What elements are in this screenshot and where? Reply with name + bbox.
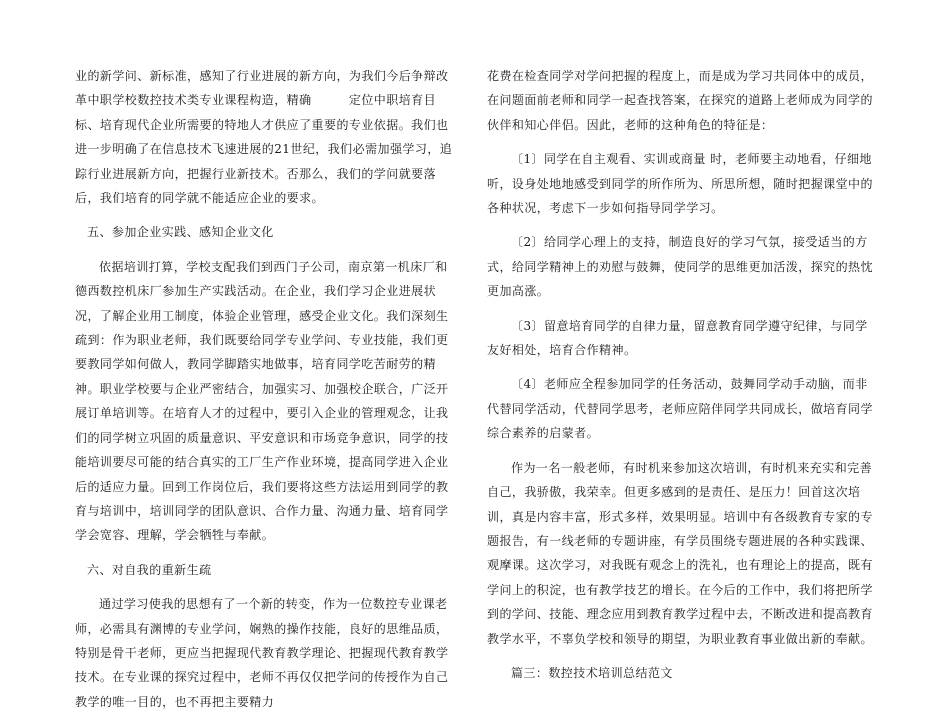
list-item-4: 〔4〕老师应全程参加同学的任务活动，鼓舞同学动手动脑，而非代替同学活动，代替同学思考，老师应陪伴同学共同成长，做培育同学综合素养的启蒙者。	[487, 377, 873, 441]
paragraph-self-reflection: 通过学习使我的思想有了一个新的转变，作为一位数控专业课老师，必需具有渊博的专业学问，娴熟的操作技能，良好的思维品质，特别是骨干老师，更应当把握现代教育教学理论、把握现代教育教学技术。在专业课的探究过程中，老师不再仅仅把学问的传授作为自己教学的唯一目的，也不再把主要精力	[75, 597, 449, 709]
paragraph-enterprise-practice: 依据培训打算，学校支配我们到西门子公司，南京第一机床厂和德西数控机床厂参加生产实践活动。在企业，我们学习企业进展状况，了解企业用工制度，体验企业管理，感受企业文化。我们深刻生疏到：作为职业老师，我们既要给同学专业学问、专业技能，我们更要教同学如何做人，教同学脚踏实地做事，培育同学吃苦耐劳的精神。职业学校要与企业严密结合，加强实习、加强校企联合，广泛开展订单培训等。在培育人才的过程中，要引入企业的管理观念，让我们的同学树立巩固的质量意识、平安意识和市场竞争意识，同学的技能培训要尽可能的结合真实的工厂生产作业环境，提高同学进入企业后的适应力量。回到工作岗位后，我们要将这些方法运用到同学的教育与培训中，培训同学的团队意识、合作力量、沟通力量、培育同学学会宽容、理解，学会牺牲与奉献。	[75, 259, 449, 543]
paragraph-teacher-role: 花费在检查同学对学问把握的程度上，而是成为学习共同体中的成员，在问题面前老师和同学一起查找答案，在探究的道路上老师成为同学的伙伴和知心伴侣。因此，老师的这种角色的特征是：	[487, 69, 873, 132]
next-article-heading: 篇三：数控技术培训总结范文	[511, 665, 673, 680]
paragraph-training-summary: 作为一名一般老师，有时机来参加这次培训，有时机来充实和完善自己，我骄傲，我荣幸。但更多感到的是责任、是压力！回首这次培训，真是内容丰富，形式多样，效果明显。培训中有各级教育专家的专题报告，有一线老师的专题讲座，有学员围绕专题进展的各种实践课、观摩课。这次学习，对我既有观念上的洗礼，也有理论上的提高，既有学问上的积淀，也有教学技艺的增长。在今后的工作中，我们将把所学到的学问、技能、理念应用到教育教学过程中去，不断改进和提高教育教学水平，不辜负学校和领导的期望，为职业教育事业做出新的奉献。	[487, 460, 873, 646]
right-column	[487, 64, 879, 685]
left-column	[75, 64, 460, 714]
list-item-3: 〔3〕留意培育同学的自律力量，留意教育同学遵守纪律，与同学友好相处，培育合作精神。	[487, 318, 868, 358]
section-heading-6: 六、对自我的重新生疏	[87, 562, 212, 577]
paragraph-industry-trends: 业的新学问、新标准，感知了行业进展的新方向，为我们今后争辩改革中职学校数控技术类专业课程构造，精确 定位中职培育目标、培育现代企业所需要的特地人才供应了重要的专业依据。我们也进一步明确了在信息技术飞速进展的21世纪，我们必需加强学习，追踪行业进展新方向，把握行业新技术。否那么，我们的学问就要落后，我们培育的同学就不能适应企业的要求。	[75, 69, 453, 206]
list-item-1: 〔1〕同学在自主观看、实训或商量 时，老师要主动地看，仔细地听，设身处地地感受到同学的所作所为、所思所想，随时把握课堂中的各种状况，考虑下一步如何指导同学学习。	[487, 152, 873, 216]
list-item-2: 〔2〕给同学心理上的支持，制造良好的学习气氛，接受适当的方式，给同学精神上的劝慰与鼓舞，使同学的思维更加活泼，探究的热忱更加高涨。	[487, 235, 873, 299]
section-heading-5: 五、参加企业实践、感知企业文化	[87, 225, 274, 240]
